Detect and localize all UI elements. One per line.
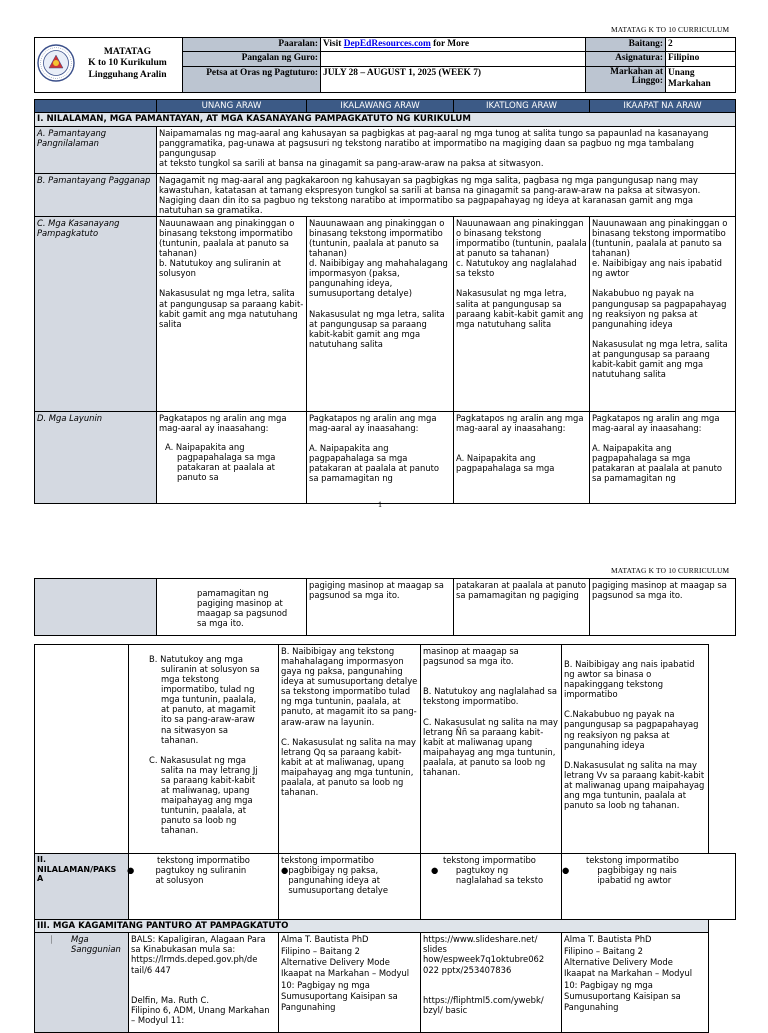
paaralan-label: Paaralan: bbox=[183, 38, 321, 52]
row-3-label-cell bbox=[35, 933, 129, 1033]
row-c-day3: Nauunawaan ang pinakinggan o binasang tekstong impormatibo (tuntunin, paalala at panuto sa tahanan) c. Natutukoy ang naglalahad sa teksto Nakasusulat ng mga letra, salita at pangungusap sa paraang kabit-kabit gamit ang mga natutuhang salita bbox=[454, 216, 590, 411]
row-c-day1: Nauunawaan ang pinakinggan o binasang tekstong impormatibo (tuntunin, paalala at panuto sa tahanan) b. Natutukoy ang suliranin at solusyon Nakasusulat ng mga letra, salita at pangungusap sa paraang kabit- kabit gamit ang mga natutuhang salita bbox=[157, 216, 307, 411]
deped-seal-icon bbox=[37, 44, 75, 82]
col-day2: IKALAWANG ARAW bbox=[307, 100, 454, 113]
cont-day2: pagiging masinop at maagap sa pagsunod sa mga ito. bbox=[307, 579, 454, 636]
row-3-label-mark: ⎸ bbox=[51, 934, 60, 945]
petsa-label: Petsa at Oras ng Pagtuturo: bbox=[183, 66, 321, 92]
row-2-day2 bbox=[279, 854, 421, 920]
row-2-day3-top: tekstong impormatibo bbox=[443, 855, 536, 865]
row-d-label: D. Mga Layunin bbox=[35, 411, 157, 503]
curriculum-label: MATATAG K TO 10 CURRICULUM bbox=[611, 25, 730, 34]
baitang-label: Baitang: bbox=[586, 38, 666, 52]
row-bc-day1-c: C. Nakasusulat ng mga salita na may letrang Jj sa paraang kabit-kabit at maliwanag, upang maipahayag ang mga tuntunin, paalala, at panuto sa loob ng tahanan. bbox=[149, 754, 258, 836]
row-2-day4-top: tekstong impormatibo bbox=[586, 855, 679, 865]
row-3-label: Mga Sanggunian bbox=[71, 934, 121, 955]
corner-cell bbox=[35, 100, 157, 113]
row-2-day4 bbox=[562, 854, 736, 920]
title-line-3: Lingguhang Aralin bbox=[88, 68, 167, 80]
row-d-day1-item: A. Naipapakita ang pagpapahalaga sa mga patakaran at paalala at panuto sa bbox=[165, 442, 276, 483]
col-day4: IKAAPAT NA ARAW bbox=[590, 100, 736, 113]
row-bc-day4: B. Naibibigay ang nais ipabatid ng awtor sa binasa o napakinggang tekstong impormatibo C.Nakabubuo ng payak na pangungusap sa pagpapahayag ng reaksiyon ng paksa at pangunahing ideya D.Nakasusulat ng salita na may letrang Vv sa paraang kabit-kabit at maliwanag upang maipahayag ang mga tuntunin, paalala at panuto sa loob ng tahanan. bbox=[562, 645, 709, 854]
paaralan-prefix: Visit bbox=[323, 39, 344, 49]
guro-label: Pangalan ng Guro: bbox=[183, 52, 321, 66]
title-line-1: MATATAG bbox=[103, 46, 152, 58]
row-d-day3: Pagkatapos ng aralin ang mga mag-aaral ay inaasahang: A. Naipapakita ang pagpapahalaga sa mga bbox=[454, 411, 590, 503]
paaralan-value bbox=[321, 38, 586, 52]
baitang-value: 2 bbox=[666, 38, 736, 52]
lesson-table-page2 bbox=[34, 644, 708, 854]
page-number: 1 bbox=[378, 500, 382, 509]
bullet-icon: ● bbox=[281, 865, 289, 876]
page-header bbox=[34, 37, 735, 89]
row-3-day2: Alma T. Bautista PhD Filipino – Baitang 2 Alternative Delivery Mode Ikaapat na Markahan – Modyul 10: Pagbigay ng mga Sumusuportang Kaisipan sa Pangunahing bbox=[279, 933, 421, 1033]
row-d-day1-intro: Pagkatapos ng aralin ang mga mag-aaral ay inaasahang: bbox=[159, 412, 287, 434]
asignatura-value: Filipino bbox=[666, 52, 736, 66]
row-bc-day3: masinop at maagap sa pagsunod sa mga ito. B. Natutukoy ang naglalahad sa tekstong impormatibo. C. Nakasusulat ng salita na may letrang Ññ sa paraang kabit- kabit at maliwanag upang maipahayag ang mga tuntunin, paalala, at panuto sa loob ng tahanan. bbox=[421, 645, 562, 854]
row-2-day3-item: pagtukoy ng naglalahad sa teksto bbox=[455, 865, 544, 886]
col-day3: IKATLONG ARAW bbox=[454, 100, 590, 113]
row-3-day3: https://www.slideshare.net/ slides how/espweek7q1oktubre062 022 pptx/253407836 https://fliphtml5.com/ywebk/ bzyl/ basic bbox=[421, 933, 562, 1033]
lesson-table-page1 bbox=[34, 99, 735, 504]
title-line-2: K to 10 Kurikulum bbox=[88, 57, 167, 69]
cont-day3: patakaran at paalala at panuto sa pamamagitan ng pagiging bbox=[454, 579, 590, 636]
row-d-day1 bbox=[157, 411, 307, 503]
cont-day1 bbox=[157, 579, 307, 636]
cont-day4: pagiging masinop at maagap sa pagsunod sa mga ito. bbox=[590, 579, 736, 636]
row-c-day4: Nauunawaan ang pinakinggan o binasang tekstong impormatibo (tuntunin, paalala at panuto sa tahanan) e. Naibibigay ang nais ipabatid ng awtor Nakabubuo ng payak na pangungusap sa pagpapahayag ng reaksiyon ng paksa at pangunahing ideya Nakasusulat ng mga letra, salita at pangungusap sa paraang kabit-kabit gamit ang mga natutuhang salita bbox=[590, 216, 736, 411]
markahan-value: Unang Markahan bbox=[666, 66, 736, 92]
markahan-label: Markahan at Linggo: bbox=[586, 66, 666, 92]
row-d-day4: Pagkatapos ng aralin ang mga mag-aaral ay inaasahang: A. Naipapakita ang pagpapahalaga sa mga patakaran at paalala at panuto sa pamamagitan ng bbox=[590, 411, 736, 503]
lesson-table-page2b bbox=[34, 853, 735, 920]
section-3-heading: III. MGA KAGAMITANG PANTURO AT PAMPAGKATUTO bbox=[35, 920, 709, 933]
curriculum-label-2: MATATAG K TO 10 CURRICULUM bbox=[611, 566, 730, 575]
bullet-icon: ● bbox=[127, 865, 135, 876]
cont-label bbox=[35, 579, 157, 636]
title-block bbox=[35, 38, 183, 93]
row-c-label: C. Mga Kasanayang Pampagkatuto bbox=[35, 216, 157, 411]
row-2-day1-item: pagtukoy ng suliranin at solusyon bbox=[155, 865, 247, 886]
row-2-label: II. NILALAMAN/PAKS A bbox=[35, 854, 129, 920]
row-2-day1 bbox=[129, 854, 279, 920]
row-2-day1-top: tekstong impormatibo bbox=[157, 855, 250, 865]
cont-day1-text: pamamagitan ng pagiging masinop at maagap sa pagsunod sa mga ito. bbox=[197, 588, 288, 629]
row-bc-day1 bbox=[129, 645, 279, 854]
row-a-text: Naipamamalas ng mag-aaral ang kahusayan sa pagbigkas at pag-aaral ng mga tunog at salita tungo sa papaunlad na kasanayang panggramatika, pag-unawa at pagsusuri ng tekstong naratibo at impormatibo na magiging daan sa pagbuo ng mga tambalang pangungusap at teksto tungkol sa sarili at bansa na ginagamit sa pang-araw-araw na paksa at sitwasyon. bbox=[157, 126, 736, 173]
row-2-day3 bbox=[421, 854, 562, 920]
row-3-day1: BALS: Kapaligiran, Alagaan Para sa Kinabukasan mula sa: https://lrmds.deped.gov.ph/de tail/6 447 Delfin, Ma. Ruth C. Filipino 6, ADM, Unang Markahan – Modyul 11: bbox=[129, 933, 279, 1033]
row-2-day2-item: pagbibigay ng paksa, pangunahing ideya at sumusuportang detalye bbox=[288, 865, 389, 896]
paaralan-suffix: for More bbox=[430, 39, 469, 49]
asignatura-label: Asignatura: bbox=[586, 52, 666, 66]
row-a-label: A. Pamantayang Pangnilalaman bbox=[35, 126, 157, 173]
section-1-heading: I. NILALAMAN, MGA PAMANTAYAN, AT MGA KASANAYANG PAMPAGKATUTO NG KURIKULUM bbox=[35, 113, 736, 126]
depedresources-link[interactable]: DepEdResources.com bbox=[343, 39, 431, 49]
col-day1: UNANG ARAW bbox=[157, 100, 307, 113]
lesson-table-page2c bbox=[34, 919, 708, 1033]
row-d-day2: Pagkatapos ng aralin ang mga mag-aaral ay inaasahang: A. Naipapakita ang pagpapahalaga sa mga patakaran at paalala at panuto sa pamamagitan ng bbox=[307, 411, 454, 503]
row-c-day2: Nauunawaan ang pinakinggan o binasang tekstong impormatibo (tuntunin, paalala at panuto sa tahanan) d. Naibibigay ang mahahalagang impormasyon (paksa, pangunahing ideya, sumusuportang detalye) Nakasusulat ng mga letra, salita at pangungusap sa paraang kabit-kabit gamit ang mga natutuhang salita bbox=[307, 216, 454, 411]
bullet-icon: ● bbox=[431, 865, 439, 876]
row-b-label: B. Pamantayang Pagganap bbox=[35, 173, 157, 216]
row-b-text: Nagagamit ng mag-aaral ang pagkakaroon ng kahusayan sa pagbigkas ng mga salita, pagbasa ng mga pangungusap nang may kawastuhan, katatasan at tamang ekspresyon tungkol sa sarili at bansa na ginagamit sa pang-araw-araw na paksa at sitwasyon. Nagiging daan din ito sa pagbuo ng tekstong naratibo at impormatibo sa pagpapahayag ng ideya at karanasan gamit ang mga natutuhan sa gramatika. bbox=[157, 173, 736, 216]
bullet-icon: ● bbox=[562, 865, 570, 876]
continuation-table bbox=[34, 578, 735, 636]
row-3-day4: Alma T. Bautista PhD Filipino – Baitang 2 Alternative Delivery Mode Ikaapat na Markahan – Modyul 10: Pagbigay ng mga Sumusuportang Kaisipan sa Pangunahing bbox=[562, 933, 709, 1033]
row-bc-day2: B. Naibibigay ang tekstong mahahalagang impormasyon gaya ng paksa, pangunahing ideya at sumusuportang detalye sa tekstong impormatibo tulad ng mga tuntunin, paalala, at panuto, at magamit ito sa pang- araw-araw na layunin. C. Nakasusulat ng salita na may letrang Qq sa paraang kabit- kabit at at maliwanag, upang maipahayag ang mga tuntunin, paalala, at panuto sa loob ng tahanan. bbox=[279, 645, 421, 854]
row-2-day2-top: tekstong impormatibo bbox=[281, 855, 374, 865]
guro-value bbox=[321, 52, 586, 66]
row-bc-day1-b: B. Natutukoy ang mga suliranin at solusyon sa mga tekstong impormatibo, tulad ng mga tuntunin, paalala, at panuto, at magamit ito sa pang-araw-araw na sitwasyon sa tahanan. bbox=[149, 654, 260, 745]
row-2-day4-item: pagbibigay ng nais ipabatid ng awtor bbox=[597, 865, 677, 886]
petsa-value: JULY 28 – AUGUST 1, 2025 (WEEK 7) bbox=[321, 66, 586, 92]
row-bc-label bbox=[35, 645, 129, 854]
